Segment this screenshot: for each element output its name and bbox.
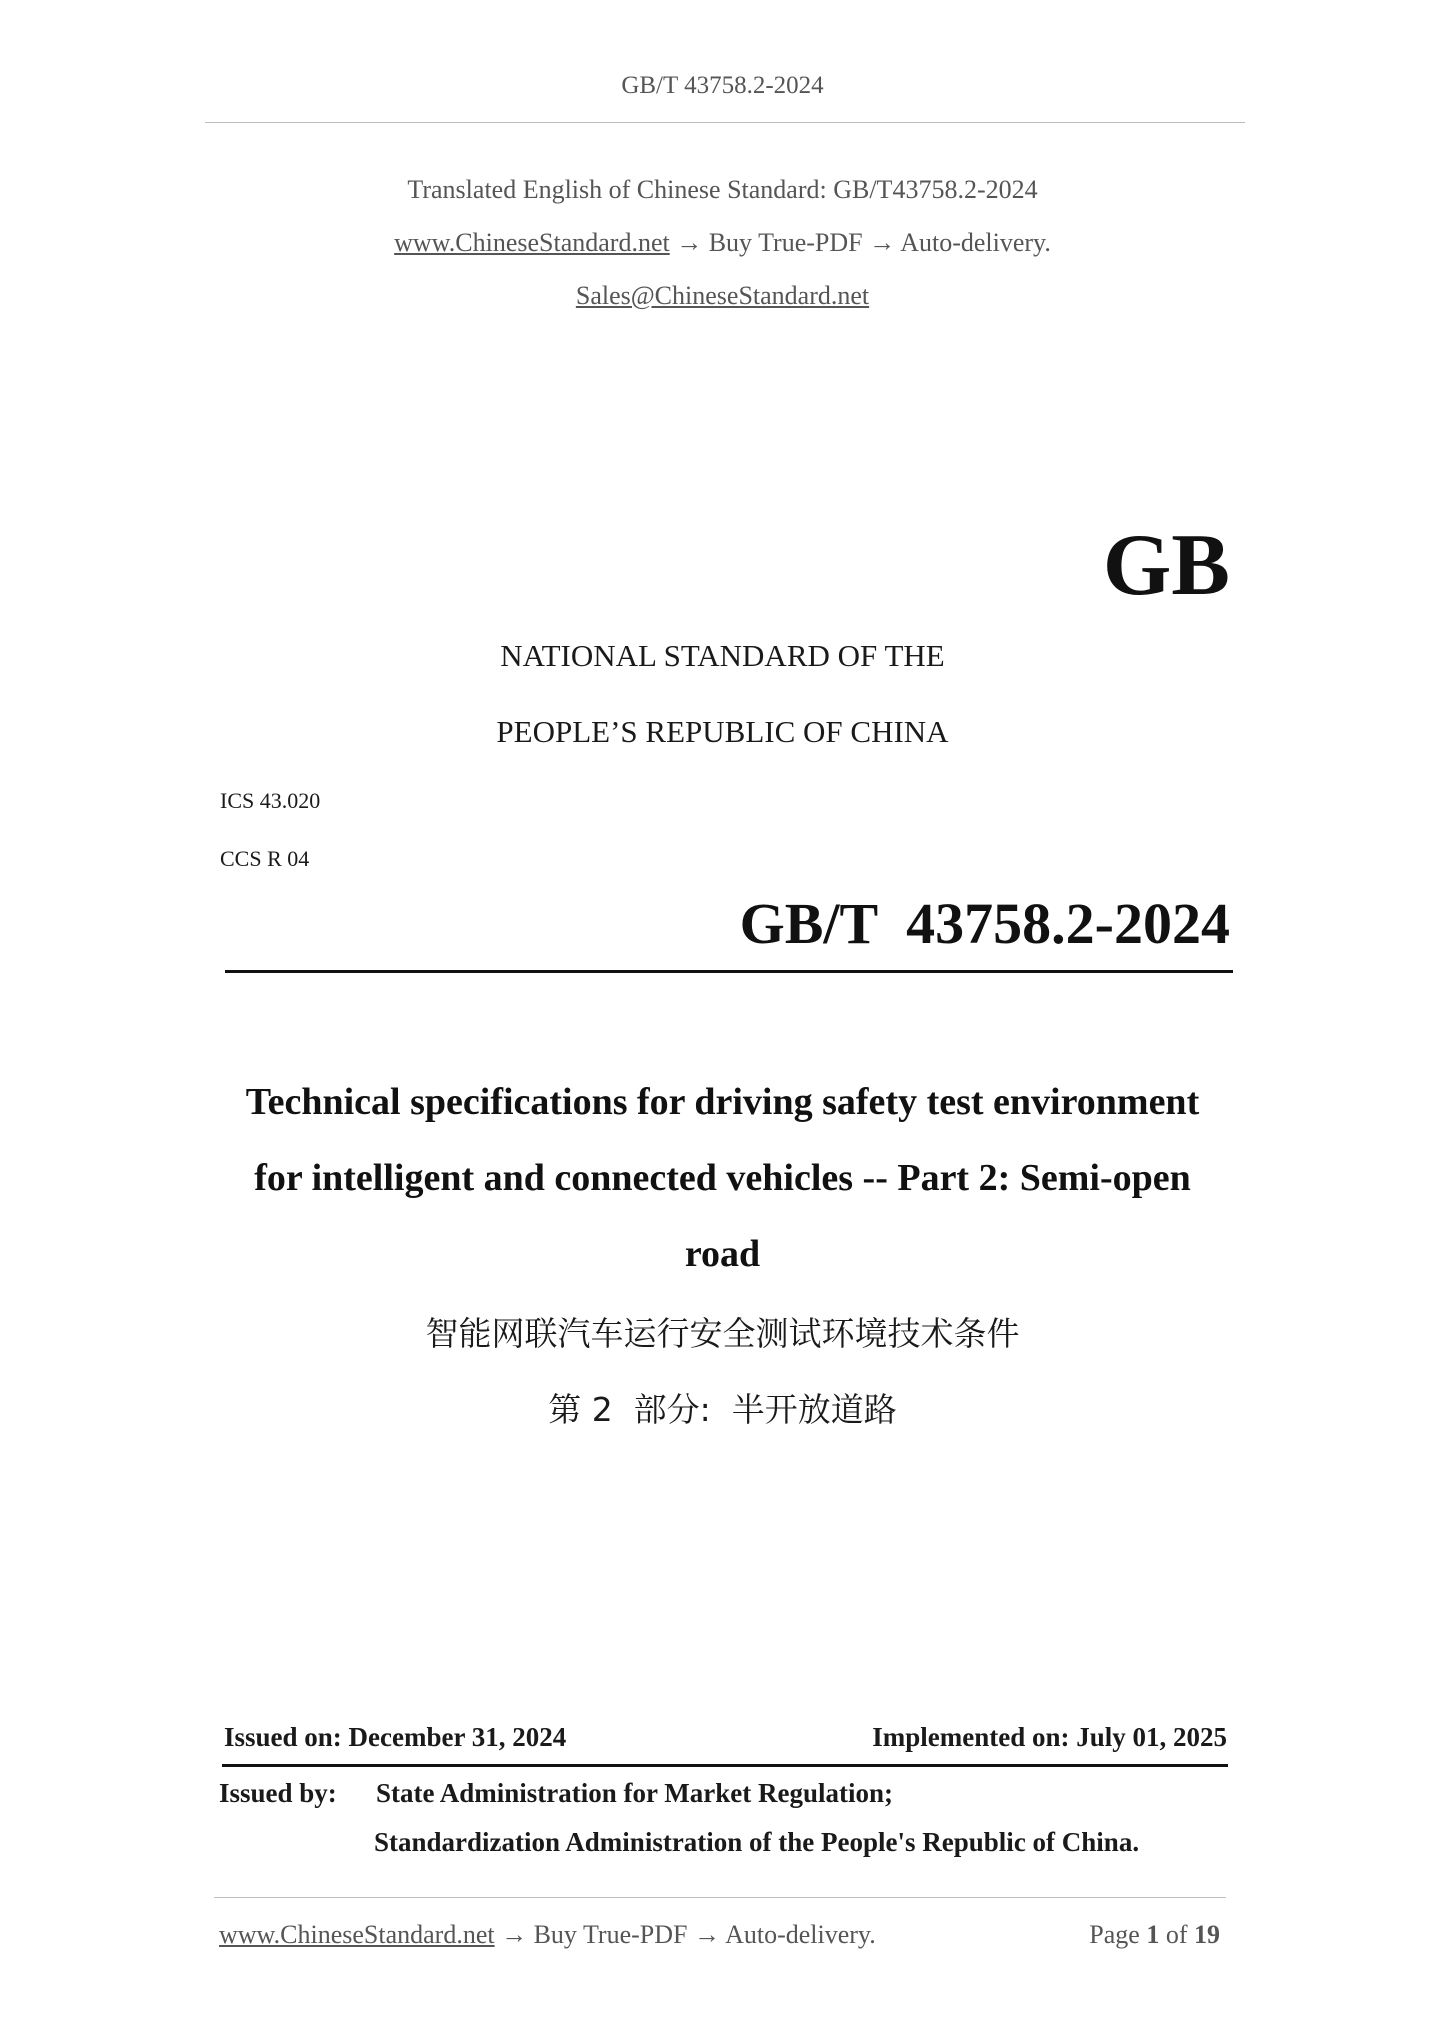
gb-logo: GB xyxy=(1102,517,1230,614)
english-title-line1: Technical specifications for driving safety test environment xyxy=(245,1081,1200,1123)
arrow-icon: → xyxy=(869,228,896,257)
sales-email-link[interactable]: Sales@ChineseStandard.net xyxy=(575,281,870,310)
site-link[interactable]: www.ChineseStandard.net xyxy=(394,228,670,257)
page-indicator xyxy=(1089,1920,1220,1950)
arrow-icon: → xyxy=(676,228,703,257)
issuing-org-1: State Administration for Market Regulation; xyxy=(376,1778,893,1808)
of-word: of xyxy=(1165,1920,1188,1949)
page-word: Page xyxy=(1089,1920,1140,1949)
footer-buy-pdf-link[interactable]: Buy True-PDF xyxy=(533,1920,688,1949)
footer-auto-delivery-text: Auto-delivery. xyxy=(725,1920,876,1949)
auto-delivery-text: Auto-delivery. xyxy=(900,228,1051,257)
footer-divider xyxy=(214,1897,1226,1898)
standard-number-underline xyxy=(225,970,1233,973)
page-current: 1 xyxy=(1146,1920,1160,1949)
dates-divider xyxy=(222,1764,1228,1767)
promo-links-row xyxy=(0,228,1445,258)
footer-links-row xyxy=(219,1920,876,1950)
national-standard-line2: PEOPLE’S REPUBLIC OF CHINA xyxy=(496,714,949,749)
email-row xyxy=(0,281,1445,311)
running-head: GB/T 43758.2-2024 xyxy=(621,72,824,99)
issued-on-date: Issued on: December 31, 2024 xyxy=(224,1722,567,1752)
implemented-on-date: Implemented on: July 01, 2025 xyxy=(872,1722,1227,1752)
header-divider xyxy=(205,122,1245,123)
ccs-code: CCS R 04 xyxy=(220,846,310,871)
chinese-title-line1: 智能网联汽车运行安全测试环境技术条件 xyxy=(425,1314,1020,1353)
chinese-title-line2: 第 2 部分: 半开放道路 xyxy=(548,1390,897,1429)
national-standard-line1: NATIONAL STANDARD OF THE xyxy=(500,638,945,673)
buy-pdf-link[interactable]: Buy True-PDF xyxy=(708,228,863,257)
footer-site-link[interactable]: www.ChineseStandard.net xyxy=(219,1920,495,1949)
standard-number: GB/T 43758.2-2024 xyxy=(739,891,1230,956)
issued-by-label: Issued by: xyxy=(219,1778,337,1808)
issuing-org-2: Standardization Administration of the People's Republic of China. xyxy=(374,1827,1140,1857)
english-title-line3: road xyxy=(684,1233,761,1275)
page-total: 19 xyxy=(1194,1920,1220,1949)
english-title-line2: for intelligent and connected vehicles -- Part 2: Semi-open xyxy=(254,1157,1191,1199)
ics-code: ICS 43.020 xyxy=(220,788,321,813)
promo-line: Translated English of Chinese Standard: GB/T43758.2-2024 xyxy=(407,175,1038,204)
arrow-icon: → xyxy=(694,1920,720,1949)
arrow-icon: → xyxy=(501,1920,528,1949)
